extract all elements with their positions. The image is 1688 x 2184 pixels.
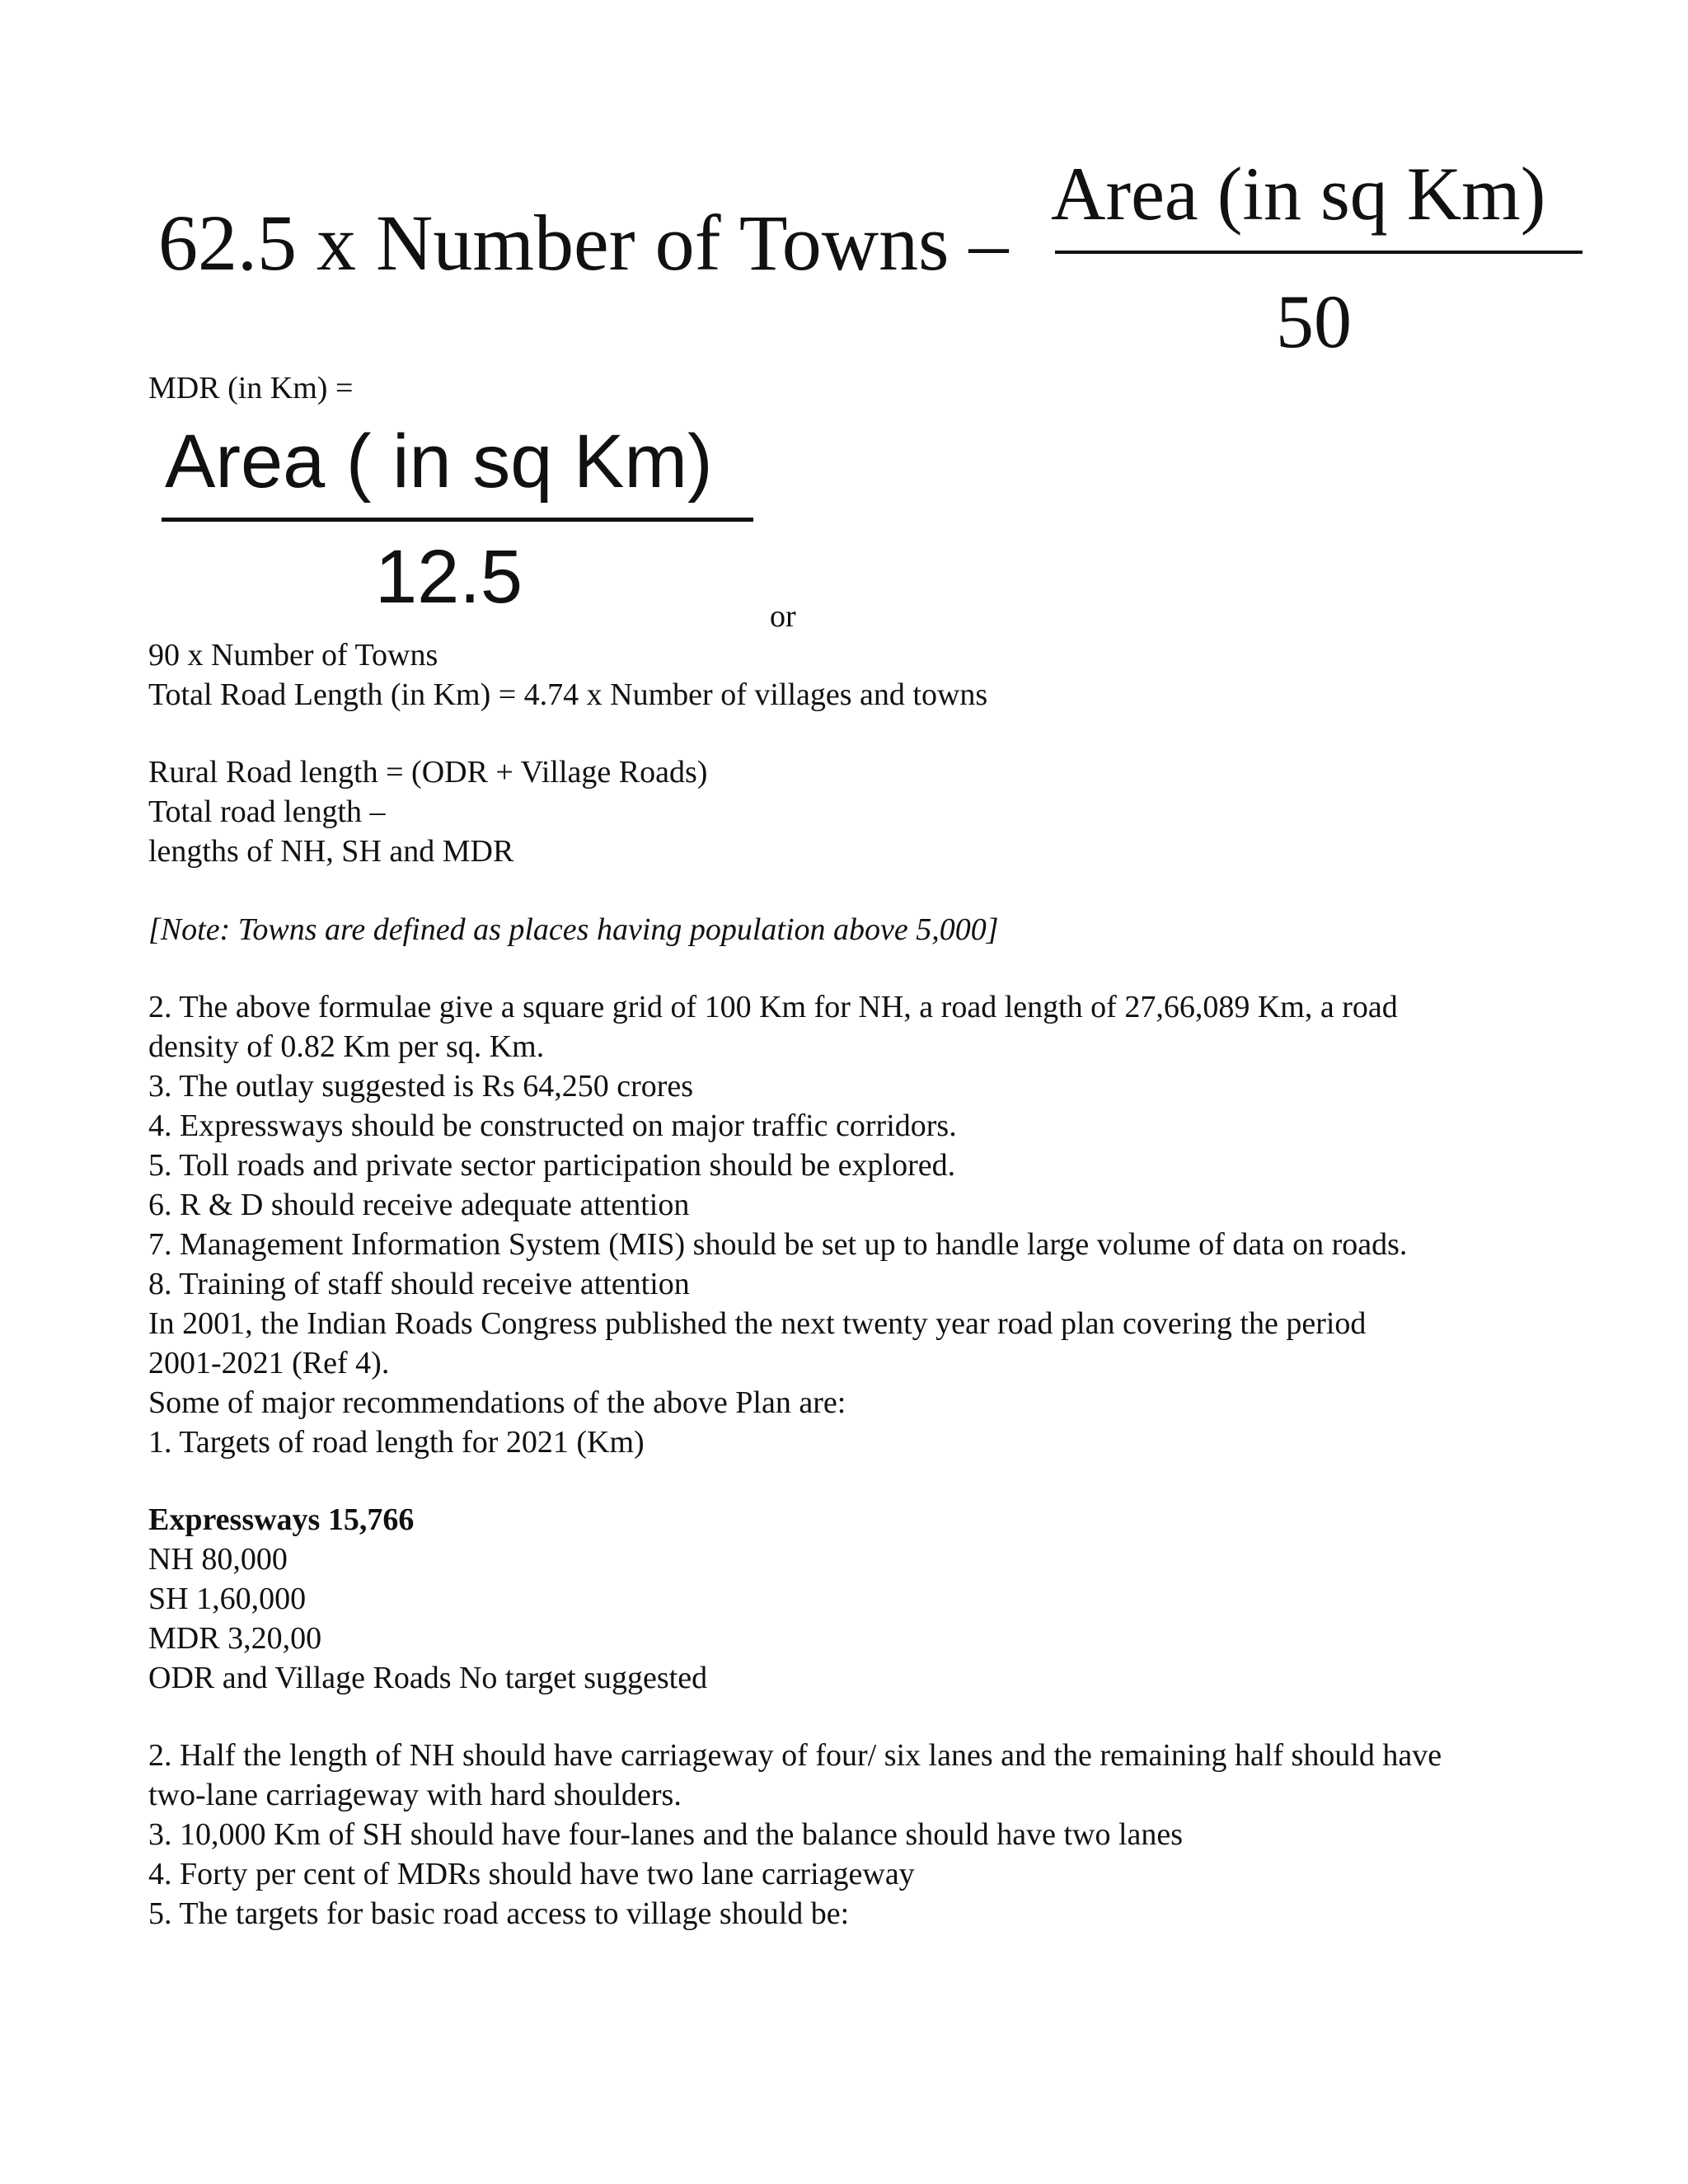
or-text: or <box>770 599 796 634</box>
line-rural-road-1: Rural Road length = (ODR + Village Roads) <box>148 755 708 790</box>
line-total-road-length: Total Road Length (in Km) = 4.74 x Number of villages and towns <box>148 677 988 712</box>
point-2-line-1: 2. The above formulae give a square grid of 100 Km for NH, a road length of 27,66,089 Km, a road <box>148 990 1398 1024</box>
rec-5: 5. The targets for basic road access to village should be: <box>148 1896 850 1931</box>
irc-line-2: 2001-2021 (Ref 4). <box>148 1346 390 1380</box>
point-5: 5. Toll roads and private sector participation should be explored. <box>148 1148 956 1183</box>
mdr-label: MDR (in Km) = <box>148 371 354 405</box>
formula-2-fraction-bar <box>162 518 753 522</box>
line-rural-road-2: Total road length – <box>148 794 386 829</box>
target-expressways: Expressways 15,766 <box>148 1502 415 1537</box>
irc-line-1: In 2001, the Indian Roads Congress published the next twenty year road plan covering the period <box>148 1306 1367 1341</box>
point-7: 7. Management Information System (MIS) should be set up to handle large volume of data on roads. <box>148 1227 1408 1262</box>
rec-4: 4. Forty per cent of MDRs should have two lane carriageway <box>148 1857 915 1891</box>
line-rural-road-3: lengths of NH, SH and MDR <box>148 834 514 869</box>
point-4: 4. Expressways should be constructed on major traffic corridors. <box>148 1108 957 1143</box>
note-towns-definition: [Note: Towns are defined as places having population above 5,000] <box>148 912 999 947</box>
rec-2-line-2: two-lane carriageway with hard shoulders. <box>148 1778 682 1812</box>
formula-1-numerator: Area (in sq Km) <box>1051 152 1546 236</box>
recommendations-intro: Some of major recommendations of the above Plan are: <box>148 1385 846 1420</box>
formula-1-fraction-bar <box>1055 251 1582 254</box>
targets-heading: 1. Targets of road length for 2021 (Km) <box>148 1425 645 1460</box>
target-sh: SH 1,60,000 <box>148 1582 307 1616</box>
formula-1-denominator: 50 <box>1276 279 1352 363</box>
formula-2-numerator: Area ( in sq Km) <box>165 419 713 504</box>
rec-3: 3. 10,000 Km of SH should have four-lanes and the balance should have two lanes <box>148 1817 1184 1852</box>
point-8: 8. Training of staff should receive attention <box>148 1267 690 1301</box>
target-odr: ODR and Village Roads No target suggested <box>148 1661 708 1695</box>
point-3: 3. The outlay suggested is Rs 64,250 crores <box>148 1069 694 1104</box>
point-6: 6. R & D should receive adequate attention <box>148 1188 690 1222</box>
target-mdr: MDR 3,20,00 <box>148 1621 322 1656</box>
rec-2-line-1: 2. Half the length of NH should have carriageway of four/ six lanes and the remaining half should have <box>148 1738 1442 1773</box>
formula-1-left-text: 62.5 x Number of Towns – <box>158 199 1009 287</box>
line-towns-90: 90 x Number of Towns <box>148 638 438 673</box>
target-nh: NH 80,000 <box>148 1542 288 1577</box>
formula-2-denominator: 12.5 <box>375 535 523 619</box>
point-2-line-2: density of 0.82 Km per sq. Km. <box>148 1029 545 1064</box>
